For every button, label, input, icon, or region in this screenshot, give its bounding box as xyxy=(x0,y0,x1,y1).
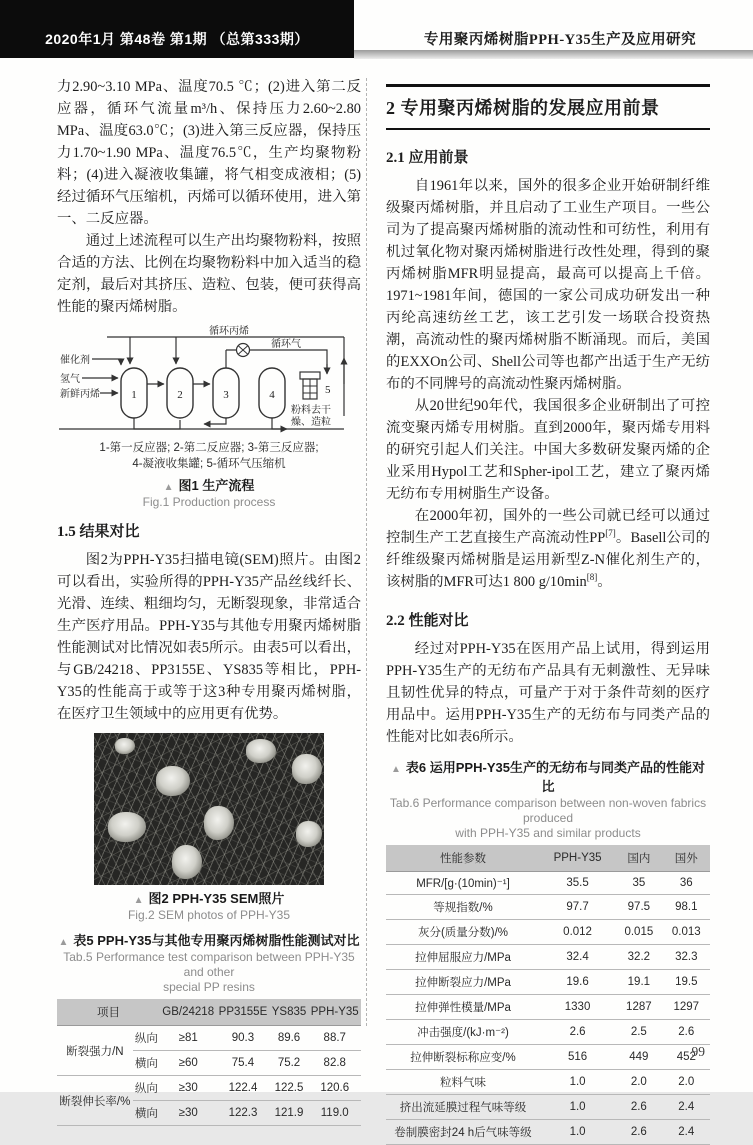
reference-mark: [8] xyxy=(586,572,598,583)
vessel2-number: 2 xyxy=(177,389,183,401)
left-column xyxy=(57,76,361,1126)
table-row xyxy=(386,1045,710,1070)
table6-header-row xyxy=(386,845,710,872)
sem-fiber-cluster xyxy=(296,821,322,847)
table-cell: 35 xyxy=(615,872,662,895)
table-cell: 2.6 xyxy=(663,1020,710,1045)
table-cell: 横向 xyxy=(133,1051,160,1076)
table-cell: 1297 xyxy=(663,995,710,1020)
table-cell: MFR/[g·(10min)⁻¹] xyxy=(386,872,540,895)
journal-masthead xyxy=(0,0,354,58)
table-cell: 97.7 xyxy=(540,895,615,920)
table-cell: 452 xyxy=(663,1045,710,1070)
table-cell: 2.4 xyxy=(663,1095,710,1120)
sem-fiber-cluster xyxy=(204,806,234,840)
table-cell: 19.5 xyxy=(663,970,710,995)
table-cell: 拉伸断裂应力/MPa xyxy=(386,970,540,995)
table-cell: 1.0 xyxy=(540,1070,615,1095)
figure2-caption-zh: ▲ 图2 PPH-Y35 SEM照片 xyxy=(133,891,285,906)
table-cell: 120.6 xyxy=(308,1076,361,1101)
table-cell: 449 xyxy=(615,1045,662,1070)
table-row xyxy=(386,895,710,920)
body-paragraph: 经过对PPH-Y35在医用产品上试用，得到运用PPH-Y35生产的无纺布产品具有无刺激性、无异味且韧性优异的特点，可量产于对于条件苛刻的医疗用品中。运用PPH-Y35生产的无纺布与同类产品的性能对比如表6所示。 xyxy=(386,641,710,745)
table-cell: 0.013 xyxy=(663,920,710,945)
sem-fiber-cluster xyxy=(156,766,190,796)
sem-fiber-cluster xyxy=(108,812,146,842)
figure1-legend-line1: 1-第一反应器; 2-第二反应器; 3-第三反应器; xyxy=(99,442,319,454)
table5 xyxy=(57,999,361,1126)
table-cell: 2.0 xyxy=(663,1070,710,1095)
right-column xyxy=(386,84,710,1145)
table6-caption-en: Tab.6 Performance comparison between non-woven fabrics produced with PPH-Y35 and similar products xyxy=(389,796,707,840)
label-recycle-propylene: 循环丙烯 xyxy=(209,326,249,337)
body-paragraph: 力2.90~3.10 MPa、温度70.5 ℃；(2)进入第二反应器，循环气流量m³/h、保持压力2.60~2.80 MPa、温度63.0℃；(3)进入第三反应器，保持压力1.70~1.90 MPa、温度76.5℃，生产均聚物粉料；(4)进入凝液收集罐，将气相变成液相；(5)经过循环气压缩机，丙烯可以循环使用，进入第一、二反应器。 xyxy=(57,79,361,227)
table-cell: 32.3 xyxy=(663,945,710,970)
table-cell: 2.0 xyxy=(615,1070,662,1095)
table-row xyxy=(386,970,710,995)
table5-col-header: GB/24218 xyxy=(160,999,216,1026)
table-cell: 1330 xyxy=(540,995,615,1020)
figure1-legend-line2: 4-凝液收集罐; 5-循环气压缩机 xyxy=(132,458,286,470)
table6 xyxy=(386,845,710,1145)
label-hydrogen: 氢气 xyxy=(60,374,80,385)
table-cell: 1287 xyxy=(615,995,662,1020)
vessel5-number: 5 xyxy=(325,384,331,396)
body-paragraph: 从20世纪90年代，我国很多企业研制出了可控流变聚丙烯专用树脂。直到2000年，聚丙烯专用料的研究引起人们关注。中国大多数研发聚丙烯的企业采用Hypol工艺和Spher-ipol工艺，建立了聚丙烯无纺布专用树脂生产设备。 xyxy=(386,398,710,502)
sem-fiber-cluster xyxy=(246,739,276,763)
table-cell: ≥30 xyxy=(160,1101,216,1126)
table-cell: 等规指数/% xyxy=(386,895,540,920)
table-row xyxy=(386,1120,710,1145)
table-cell: 119.0 xyxy=(308,1101,361,1126)
vessel4-number: 4 xyxy=(269,389,275,401)
figure1-caption-en: Fig.1 Production process xyxy=(142,495,276,509)
table-cell: 75.4 xyxy=(216,1051,269,1076)
table-cell: 粒料气味 xyxy=(386,1070,540,1095)
table-cell: 纵向 xyxy=(133,1076,160,1101)
table-cell: 0.012 xyxy=(540,920,615,945)
table-cell: 122.5 xyxy=(270,1076,309,1101)
section-2-heading: 2 专用聚丙烯树脂的发展应用前景 xyxy=(386,84,710,130)
table-cell: 灰分(质量分数)/% xyxy=(386,920,540,945)
vessel3-number: 3 xyxy=(223,389,229,401)
table-row xyxy=(386,995,710,1020)
table-cell: 97.5 xyxy=(615,895,662,920)
table-cell: 拉伸断裂标称应变/% xyxy=(386,1045,540,1070)
body-paragraph: 通过上述流程可以生产出均聚物粉料，按照合适的方法、比例在均聚物粉料中加入适当的稳定剂，最后对其挤压、造粒、包装，便可获得高性能的聚丙烯树脂。 xyxy=(57,233,361,315)
table5-col-header: 项目 xyxy=(57,999,160,1026)
table6-col-header: 性能参数 xyxy=(386,845,540,872)
process-flow-diagram xyxy=(59,324,359,438)
body-paragraph: 图2为PPH-Y35扫描电镜(SEM)照片。由图2可以看出，实验所得的PPH-Y35产品丝线纤长、光滑、连续、粗细均匀，无断裂现象，非常适合生产医疗用品。PPH-Y35与其他专用聚丙烯树脂性能测试对比情况如表5所示。由表5可以看出，与GB/24218、PP3155E、YS835等相比，PPH-Y35的性能高于或等于这3种专用聚丙烯树脂，在医疗卫生领域中的应用更有优势。 xyxy=(57,552,361,722)
vessel1-number: 1 xyxy=(131,389,137,401)
table6-caption-zh: ▲ 表6 运用PPH-Y35生产的无纺布与同类产品的性能对比 xyxy=(391,760,705,794)
header-rule xyxy=(354,50,753,59)
table5-header-row xyxy=(57,999,361,1026)
table-cell: 88.7 xyxy=(308,1026,361,1051)
caption-marker-icon: ▲ xyxy=(163,482,174,493)
table-cell: 2.5 xyxy=(615,1020,662,1045)
table5-col-header: YS835 xyxy=(270,999,309,1026)
section-2-1-heading: 2.1 应用前景 xyxy=(386,150,469,166)
table-cell: ≥60 xyxy=(160,1051,216,1076)
table-row xyxy=(57,1076,361,1101)
table-row xyxy=(386,945,710,970)
label-powder-out-line2: 燥、造粒 xyxy=(291,417,331,428)
reference-mark: [7] xyxy=(605,528,616,539)
figure2-sem-photo xyxy=(94,733,324,885)
figure2-caption-en: Fig.2 SEM photos of PPH-Y35 xyxy=(127,908,291,922)
table-cell: 75.2 xyxy=(270,1051,309,1076)
table5-caption-en: Tab.5 Performance test comparison between PPH-Y35 and other special PP resins xyxy=(63,950,355,994)
table6-col-header: 国内 xyxy=(615,845,662,872)
compressor-cap xyxy=(300,372,320,379)
caption-marker-icon: ▲ xyxy=(133,895,144,906)
figure1-process-diagram xyxy=(57,324,361,510)
table-cell: 98.1 xyxy=(663,895,710,920)
table-cell: 35.5 xyxy=(540,872,615,895)
caption-marker-icon: ▲ xyxy=(391,764,401,775)
table-cell: 82.8 xyxy=(308,1051,361,1076)
table-cell: 2.4 xyxy=(663,1120,710,1145)
figure1-legend xyxy=(57,440,361,472)
label-catalyst: 催化剂 xyxy=(60,355,90,366)
table-row xyxy=(57,1026,361,1051)
table-cell: 32.4 xyxy=(540,945,615,970)
table-cell: 2.6 xyxy=(615,1120,662,1145)
label-recycle-gas: 循环气 xyxy=(271,339,301,350)
table-cell: 2.6 xyxy=(540,1020,615,1045)
running-head-article-title: 专用聚丙烯树脂PPH-Y35生产及应用研究 xyxy=(423,32,697,48)
table5-group-label: 断裂强力/N xyxy=(57,1026,133,1076)
table5-col-header: PP3155E xyxy=(216,999,269,1026)
column-divider xyxy=(366,78,367,1026)
table-cell: ≥30 xyxy=(160,1076,216,1101)
table6-col-header: PPH-Y35 xyxy=(540,845,615,872)
table-cell: 36 xyxy=(663,872,710,895)
sem-fiber-cluster xyxy=(292,754,322,784)
sem-fiber-cluster xyxy=(115,738,135,754)
table-row xyxy=(386,1020,710,1045)
table-cell: 拉伸屈服应力/MPa xyxy=(386,945,540,970)
table-cell: 挤出流延膜过程气味等级 xyxy=(386,1095,540,1120)
table-cell: 纵向 xyxy=(133,1026,160,1051)
table-cell: 0.015 xyxy=(615,920,662,945)
table5-group-label: 断裂伸长率/% xyxy=(57,1076,133,1126)
table-row xyxy=(386,872,710,895)
table-cell: 1.0 xyxy=(540,1120,615,1145)
table-cell: 122.4 xyxy=(216,1076,269,1101)
table-cell: 19.1 xyxy=(615,970,662,995)
table5-caption-zh: ▲ 表5 PPH-Y35与其他专用聚丙烯树脂性能测试对比 xyxy=(58,933,360,948)
table-cell: 拉伸弹性模量/MPa xyxy=(386,995,540,1020)
label-fresh-propylene: 新鲜丙烯 xyxy=(60,389,100,400)
table-cell: 2.6 xyxy=(615,1095,662,1120)
table-cell: 516 xyxy=(540,1045,615,1070)
section-2-2-heading: 2.2 性能对比 xyxy=(386,613,469,629)
body-paragraph: 在2000年初，国外的一些公司就已经可以通过控制生产工艺直接生产高流动性PP[7]。Basell公司的纤维级聚丙烯树脂是运用新型Z-N催化剂生产的，该树脂的MFR可达1 800 g/10min[8]。 xyxy=(386,508,710,590)
figure1-caption-zh: ▲ 图1 生产流程 xyxy=(163,478,255,493)
table-cell: 122.3 xyxy=(216,1101,269,1126)
sem-fiber-cluster xyxy=(172,845,202,879)
table-cell: 横向 xyxy=(133,1101,160,1126)
table-cell: 19.6 xyxy=(540,970,615,995)
table-cell: 1.0 xyxy=(540,1095,615,1120)
table-cell: 冲击强度/(kJ·m⁻²) xyxy=(386,1020,540,1045)
table-cell: ≥81 xyxy=(160,1026,216,1051)
table-cell: 89.6 xyxy=(270,1026,309,1051)
table-cell: 90.3 xyxy=(216,1026,269,1051)
table-row xyxy=(386,920,710,945)
page-number: 99 xyxy=(691,1044,705,1059)
table-cell: 卷制膜密封24 h后气味等级 xyxy=(386,1120,540,1145)
table-row xyxy=(386,1070,710,1095)
journal-issue-info: 2020年1月 第48卷 第1期 （总第333期） xyxy=(45,31,309,47)
table5-col-header: PPH-Y35 xyxy=(308,999,361,1026)
label-powder-out-line1: 粉料去干 xyxy=(291,405,331,416)
table-cell: 121.9 xyxy=(270,1101,309,1126)
caption-marker-icon: ▲ xyxy=(58,937,69,948)
table-row xyxy=(386,1095,710,1120)
section-1-5-heading: 1.5 结果对比 xyxy=(57,524,140,540)
table-cell: 32.2 xyxy=(615,945,662,970)
table6-col-header: 国外 xyxy=(663,845,710,872)
body-paragraph: 自1961年以来，国外的很多企业开始研制纤维级聚丙烯树脂，并且启动了工业生产项目。一些公司为了提高聚丙烯树脂的流动性和可纺性，利用有机过氧化物对聚丙烯树脂进行改性处理，得到的聚丙烯树脂MFR明显提高，最高可以提高上千倍。1971~1981年间，德国的一家公司成功研发出一种丙纶高速纺丝工艺，该工艺引发一场联合投资热潮，高流动性的聚丙烯树脂不断涌现。而后，美国的EXXOn公司、Shell公司等也都产出适于生产无纺布的不同牌号的高流动性聚丙烯树脂。 xyxy=(386,178,710,392)
